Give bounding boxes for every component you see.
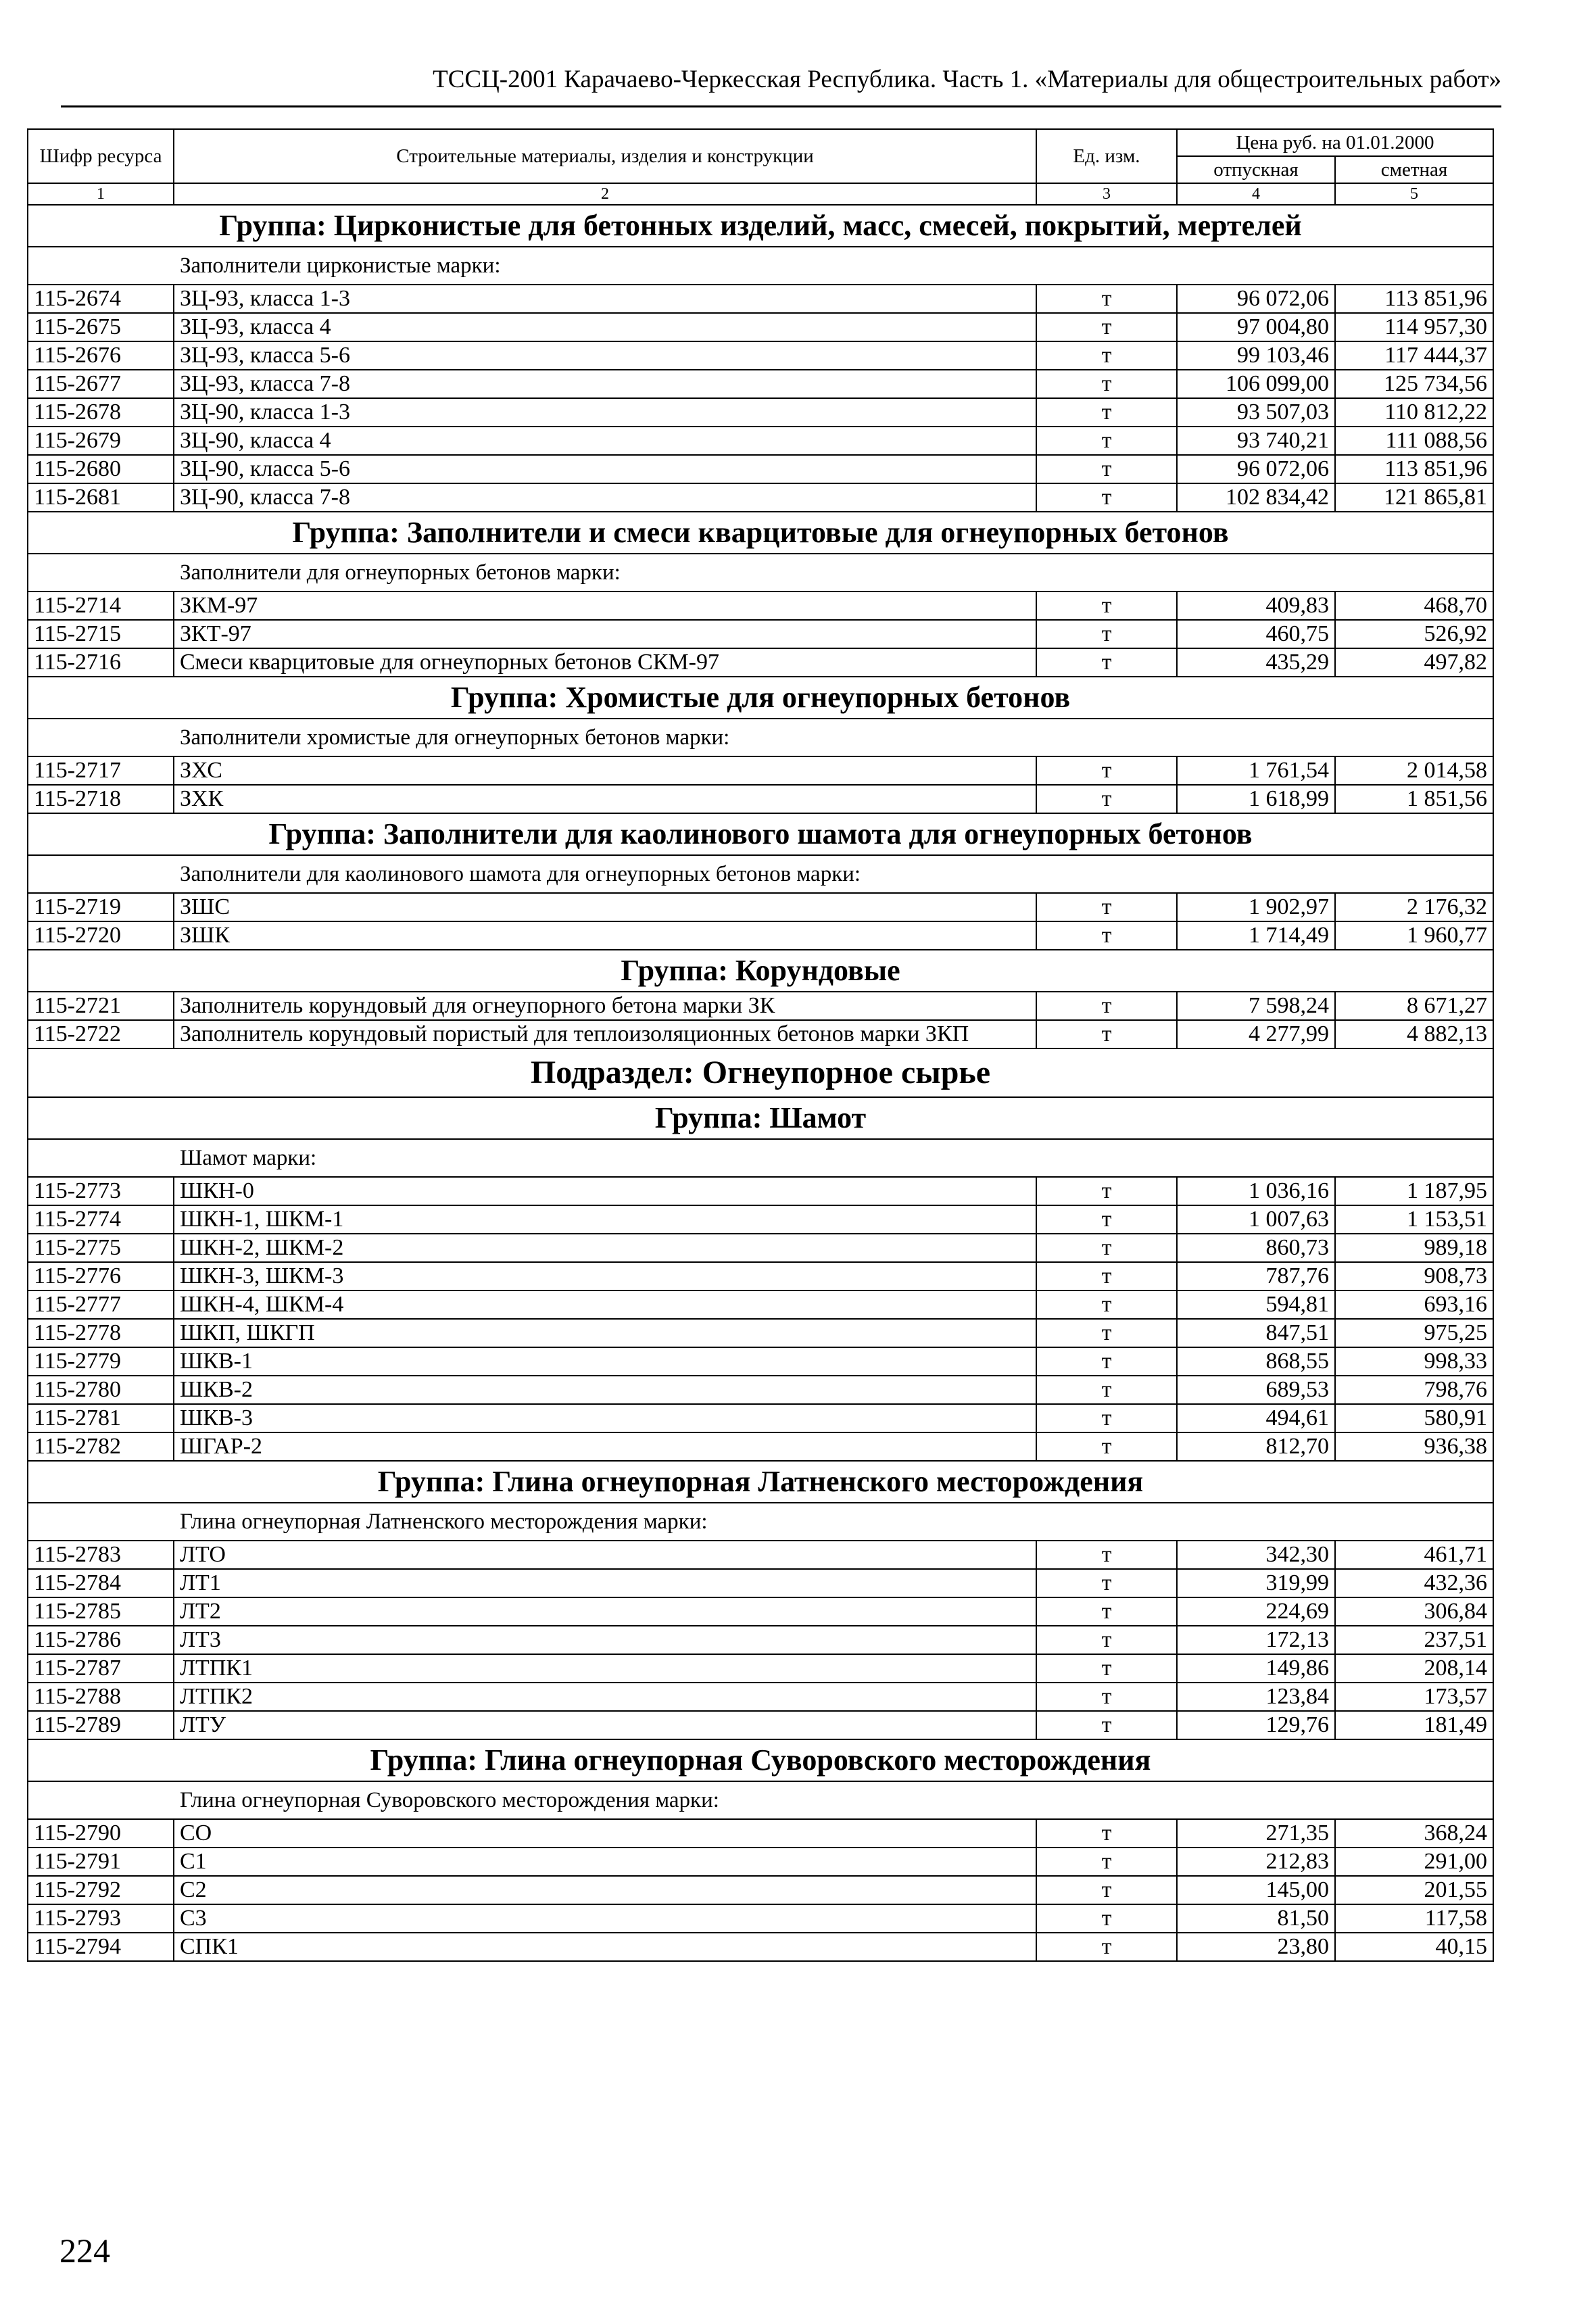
resource-code: 115-2717 <box>28 756 174 785</box>
resource-code: 115-2714 <box>28 592 174 620</box>
estimate-price: 1 153,51 <box>1335 1205 1493 1234</box>
price-table <box>27 128 1494 1962</box>
unit-of-measure: т <box>1036 1290 1177 1319</box>
unit-of-measure: т <box>1036 592 1177 620</box>
col-header-name: Строительные материалы, изделия и конструкции <box>174 129 1036 183</box>
unit-of-measure: т <box>1036 648 1177 677</box>
estimate-price: 181,49 <box>1335 1711 1493 1739</box>
unit-of-measure: т <box>1036 1876 1177 1904</box>
resource-code: 115-2676 <box>28 341 174 370</box>
category-row <box>28 1781 1493 1819</box>
table-row <box>28 1819 1493 1848</box>
table-row <box>28 1711 1493 1739</box>
table-body <box>28 205 1493 1961</box>
page-header: ТССЦ-2001 Карачаево-Черкесская Республика. Часть 1. «Материалы для общестроительных работ» <box>61 65 1501 107</box>
estimate-price: 693,16 <box>1335 1290 1493 1319</box>
material-name: ЗЦ-90, класса 4 <box>174 427 1036 455</box>
category-label: Заполнители для огнеупорных бетонов марки: <box>28 554 1493 592</box>
material-name: ЗХК <box>174 785 1036 813</box>
material-name: ЗЦ-90, класса 7-8 <box>174 483 1036 512</box>
group-row <box>28 512 1493 554</box>
release-price: 594,81 <box>1177 1290 1335 1319</box>
unit-of-measure: т <box>1036 1819 1177 1848</box>
table-row <box>28 1347 1493 1376</box>
table-row <box>28 427 1493 455</box>
release-price: 7 598,24 <box>1177 992 1335 1020</box>
material-name: С1 <box>174 1848 1036 1876</box>
table-row <box>28 1177 1493 1205</box>
category-row <box>28 554 1493 592</box>
estimate-price: 368,24 <box>1335 1819 1493 1848</box>
resource-code: 115-2789 <box>28 1711 174 1739</box>
resource-code: 115-2773 <box>28 1177 174 1205</box>
table-row <box>28 398 1493 427</box>
material-name: С3 <box>174 1904 1036 1933</box>
group-title: Группа: Глина огнеупорная Суворовского месторождения <box>28 1739 1493 1781</box>
material-name: ЗКТ-97 <box>174 620 1036 648</box>
resource-code: 115-2793 <box>28 1904 174 1933</box>
release-price: 123,84 <box>1177 1683 1335 1711</box>
category-row <box>28 855 1493 893</box>
col-number: 2 <box>174 183 1036 205</box>
col-number: 4 <box>1177 183 1335 205</box>
resource-code: 115-2792 <box>28 1876 174 1904</box>
release-price: 1 714,49 <box>1177 921 1335 950</box>
resource-code: 115-2675 <box>28 313 174 341</box>
unit-of-measure: т <box>1036 756 1177 785</box>
unit-of-measure: т <box>1036 1541 1177 1569</box>
release-price: 4 277,99 <box>1177 1020 1335 1048</box>
estimate-price: 125 734,56 <box>1335 370 1493 398</box>
unit-of-measure: т <box>1036 1569 1177 1597</box>
resource-code: 115-2787 <box>28 1654 174 1683</box>
release-price: 868,55 <box>1177 1347 1335 1376</box>
resource-code: 115-2774 <box>28 1205 174 1234</box>
material-name: ШКВ-2 <box>174 1376 1036 1404</box>
release-price: 812,70 <box>1177 1432 1335 1461</box>
estimate-price: 291,00 <box>1335 1848 1493 1876</box>
material-name: ЛТУ <box>174 1711 1036 1739</box>
table-row <box>28 1597 1493 1626</box>
group-row <box>28 1739 1493 1781</box>
material-name: Заполнитель корундовый пористый для теплоизоляционных бетонов марки ЗКП <box>174 1020 1036 1048</box>
estimate-price: 201,55 <box>1335 1876 1493 1904</box>
table-row <box>28 1234 1493 1262</box>
material-name: ЗЦ-93, класса 1-3 <box>174 285 1036 313</box>
estimate-price: 1 960,77 <box>1335 921 1493 950</box>
table-row <box>28 313 1493 341</box>
material-name: ЗКМ-97 <box>174 592 1036 620</box>
unit-of-measure: т <box>1036 455 1177 483</box>
release-price: 93 740,21 <box>1177 427 1335 455</box>
col-header-price: Цена руб. на 01.01.2000 <box>1177 129 1493 156</box>
col-number: 5 <box>1335 183 1493 205</box>
release-price: 102 834,42 <box>1177 483 1335 512</box>
group-row <box>28 205 1493 247</box>
release-price: 494,61 <box>1177 1404 1335 1432</box>
estimate-price: 113 851,96 <box>1335 285 1493 313</box>
release-price: 847,51 <box>1177 1319 1335 1347</box>
estimate-price: 113 851,96 <box>1335 455 1493 483</box>
release-price: 93 507,03 <box>1177 398 1335 427</box>
estimate-price: 40,15 <box>1335 1933 1493 1961</box>
resource-code: 115-2784 <box>28 1569 174 1597</box>
table-row <box>28 1626 1493 1654</box>
material-name: ЗЦ-90, класса 1-3 <box>174 398 1036 427</box>
resource-code: 115-2790 <box>28 1819 174 1848</box>
table-row <box>28 1432 1493 1461</box>
release-price: 1 902,97 <box>1177 893 1335 921</box>
table-row <box>28 1404 1493 1432</box>
unit-of-measure: т <box>1036 1654 1177 1683</box>
estimate-price: 998,33 <box>1335 1347 1493 1376</box>
table-row <box>28 648 1493 677</box>
estimate-price: 117,58 <box>1335 1904 1493 1933</box>
table-row <box>28 1205 1493 1234</box>
table-row <box>28 592 1493 620</box>
estimate-price: 173,57 <box>1335 1683 1493 1711</box>
unit-of-measure: т <box>1036 1711 1177 1739</box>
unit-of-measure: т <box>1036 341 1177 370</box>
table-row <box>28 1933 1493 1961</box>
resource-code: 115-2791 <box>28 1848 174 1876</box>
unit-of-measure: т <box>1036 1904 1177 1933</box>
material-name: ЗШК <box>174 921 1036 950</box>
material-name: ЗЦ-93, класса 5-6 <box>174 341 1036 370</box>
category-row <box>28 719 1493 756</box>
material-name: ЗХС <box>174 756 1036 785</box>
material-name: ЗШС <box>174 893 1036 921</box>
estimate-price: 497,82 <box>1335 648 1493 677</box>
material-name: СПК1 <box>174 1933 1036 1961</box>
unit-of-measure: т <box>1036 1020 1177 1048</box>
table-row <box>28 1876 1493 1904</box>
material-name: ЛТО <box>174 1541 1036 1569</box>
group-row <box>28 813 1493 855</box>
unit-of-measure: т <box>1036 1376 1177 1404</box>
resource-code: 115-2715 <box>28 620 174 648</box>
estimate-price: 208,14 <box>1335 1654 1493 1683</box>
unit-of-measure: т <box>1036 370 1177 398</box>
unit-of-measure: т <box>1036 1683 1177 1711</box>
unit-of-measure: т <box>1036 313 1177 341</box>
material-name: ШКН-3, ШКМ-3 <box>174 1262 1036 1290</box>
resource-code: 115-2718 <box>28 785 174 813</box>
material-name: ШКВ-1 <box>174 1347 1036 1376</box>
unit-of-measure: т <box>1036 398 1177 427</box>
unit-of-measure: т <box>1036 1177 1177 1205</box>
material-name: ШГАР-2 <box>174 1432 1036 1461</box>
estimate-price: 306,84 <box>1335 1597 1493 1626</box>
group-row <box>28 677 1493 719</box>
unit-of-measure: т <box>1036 1319 1177 1347</box>
release-price: 1 761,54 <box>1177 756 1335 785</box>
category-row <box>28 1139 1493 1177</box>
table-row <box>28 1848 1493 1876</box>
unit-of-measure: т <box>1036 483 1177 512</box>
estimate-price: 975,25 <box>1335 1319 1493 1347</box>
table-row <box>28 893 1493 921</box>
material-name: СО <box>174 1819 1036 1848</box>
table-row <box>28 620 1493 648</box>
group-title: Группа: Корундовые <box>28 950 1493 992</box>
page-number: 224 <box>59 2231 110 2269</box>
material-name: ЛТПК1 <box>174 1654 1036 1683</box>
estimate-price: 114 957,30 <box>1335 313 1493 341</box>
resource-code: 115-2788 <box>28 1683 174 1711</box>
table-row <box>28 341 1493 370</box>
estimate-price: 110 812,22 <box>1335 398 1493 427</box>
release-price: 860,73 <box>1177 1234 1335 1262</box>
resource-code: 115-2776 <box>28 1262 174 1290</box>
subsection-title: Подраздел: Огнеупорное сырье <box>28 1048 1493 1097</box>
group-title: Группа: Глина огнеупорная Латненского месторождения <box>28 1461 1493 1503</box>
resource-code: 115-2680 <box>28 455 174 483</box>
resource-code: 115-2722 <box>28 1020 174 1048</box>
release-price: 96 072,06 <box>1177 285 1335 313</box>
unit-of-measure: т <box>1036 921 1177 950</box>
group-row <box>28 1461 1493 1503</box>
resource-code: 115-2794 <box>28 1933 174 1961</box>
table-row <box>28 1569 1493 1597</box>
table-row <box>28 1020 1493 1048</box>
category-label: Шамот марки: <box>28 1139 1493 1177</box>
material-name: ЛТПК2 <box>174 1683 1036 1711</box>
resource-code: 115-2678 <box>28 398 174 427</box>
col-number: 3 <box>1036 183 1177 205</box>
release-price: 1 036,16 <box>1177 1177 1335 1205</box>
release-price: 1 007,63 <box>1177 1205 1335 1234</box>
category-row <box>28 247 1493 285</box>
resource-code: 115-2719 <box>28 893 174 921</box>
table-row <box>28 1319 1493 1347</box>
unit-of-measure: т <box>1036 1626 1177 1654</box>
table-row <box>28 921 1493 950</box>
resource-code: 115-2677 <box>28 370 174 398</box>
material-name: ЗЦ-93, класса 4 <box>174 313 1036 341</box>
release-price: 172,13 <box>1177 1626 1335 1654</box>
resource-code: 115-2780 <box>28 1376 174 1404</box>
estimate-price: 2 014,58 <box>1335 756 1493 785</box>
col-header-release-price: отпускная <box>1177 156 1335 183</box>
unit-of-measure: т <box>1036 1262 1177 1290</box>
resource-code: 115-2781 <box>28 1404 174 1432</box>
release-price: 99 103,46 <box>1177 341 1335 370</box>
release-price: 97 004,80 <box>1177 313 1335 341</box>
table-row <box>28 1654 1493 1683</box>
estimate-price: 798,76 <box>1335 1376 1493 1404</box>
group-title: Группа: Цирконистые для бетонных изделий, масс, смесей, покрытий, мертелей <box>28 205 1493 247</box>
resource-code: 115-2674 <box>28 285 174 313</box>
release-price: 460,75 <box>1177 620 1335 648</box>
material-name: Заполнитель корундовый для огнеупорного бетона марки ЗК <box>174 992 1036 1020</box>
table-row <box>28 756 1493 785</box>
material-name: ЛТ3 <box>174 1626 1036 1654</box>
category-label: Заполнители для каолинового шамота для огнеупорных бетонов марки: <box>28 855 1493 893</box>
resource-code: 115-2778 <box>28 1319 174 1347</box>
release-price: 271,35 <box>1177 1819 1335 1848</box>
unit-of-measure: т <box>1036 893 1177 921</box>
estimate-price: 908,73 <box>1335 1262 1493 1290</box>
unit-of-measure: т <box>1036 427 1177 455</box>
estimate-price: 526,92 <box>1335 620 1493 648</box>
estimate-price: 468,70 <box>1335 592 1493 620</box>
category-label: Заполнители цирконистые марки: <box>28 247 1493 285</box>
group-title: Группа: Заполнители для каолинового шамота для огнеупорных бетонов <box>28 813 1493 855</box>
table-row <box>28 1262 1493 1290</box>
release-price: 81,50 <box>1177 1904 1335 1933</box>
release-price: 409,83 <box>1177 592 1335 620</box>
material-name: ШКН-0 <box>174 1177 1036 1205</box>
table-row <box>28 483 1493 512</box>
unit-of-measure: т <box>1036 1848 1177 1876</box>
material-name: ЛТ2 <box>174 1597 1036 1626</box>
estimate-price: 111 088,56 <box>1335 427 1493 455</box>
resource-code: 115-2783 <box>28 1541 174 1569</box>
estimate-price: 4 882,13 <box>1335 1020 1493 1048</box>
resource-code: 115-2679 <box>28 427 174 455</box>
release-price: 689,53 <box>1177 1376 1335 1404</box>
table-row <box>28 1376 1493 1404</box>
estimate-price: 117 444,37 <box>1335 341 1493 370</box>
table-row <box>28 455 1493 483</box>
release-price: 149,86 <box>1177 1654 1335 1683</box>
estimate-price: 989,18 <box>1335 1234 1493 1262</box>
resource-code: 115-2721 <box>28 992 174 1020</box>
unit-of-measure: т <box>1036 785 1177 813</box>
table-row <box>28 785 1493 813</box>
material-name: ЗЦ-90, класса 5-6 <box>174 455 1036 483</box>
unit-of-measure: т <box>1036 1347 1177 1376</box>
resource-code: 115-2779 <box>28 1347 174 1376</box>
material-name: ШКП, ШКГП <box>174 1319 1036 1347</box>
release-price: 129,76 <box>1177 1711 1335 1739</box>
table-row <box>28 1541 1493 1569</box>
group-title: Группа: Шамот <box>28 1097 1493 1139</box>
resource-code: 115-2782 <box>28 1432 174 1461</box>
table-row <box>28 1904 1493 1933</box>
unit-of-measure: т <box>1036 1404 1177 1432</box>
col-header-estimate-price: сметная <box>1335 156 1493 183</box>
release-price: 435,29 <box>1177 648 1335 677</box>
release-price: 106 099,00 <box>1177 370 1335 398</box>
table-row <box>28 1683 1493 1711</box>
estimate-price: 121 865,81 <box>1335 483 1493 512</box>
resource-code: 115-2775 <box>28 1234 174 1262</box>
unit-of-measure: т <box>1036 992 1177 1020</box>
unit-of-measure: т <box>1036 1933 1177 1961</box>
unit-of-measure: т <box>1036 285 1177 313</box>
unit-of-measure: т <box>1036 1205 1177 1234</box>
category-label: Заполнители хромистые для огнеупорных бетонов марки: <box>28 719 1493 756</box>
estimate-price: 1 187,95 <box>1335 1177 1493 1205</box>
estimate-price: 432,36 <box>1335 1569 1493 1597</box>
col-header-code: Шифр ресурса <box>28 129 174 183</box>
group-row <box>28 1097 1493 1139</box>
material-name: ЗЦ-93, класса 7-8 <box>174 370 1036 398</box>
estimate-price: 237,51 <box>1335 1626 1493 1654</box>
estimate-price: 580,91 <box>1335 1404 1493 1432</box>
release-price: 319,99 <box>1177 1569 1335 1597</box>
group-title: Группа: Хромистые для огнеупорных бетонов <box>28 677 1493 719</box>
release-price: 224,69 <box>1177 1597 1335 1626</box>
col-number: 1 <box>28 183 174 205</box>
material-name: ШКН-4, ШКМ-4 <box>174 1290 1036 1319</box>
resource-code: 115-2716 <box>28 648 174 677</box>
release-price: 212,83 <box>1177 1848 1335 1876</box>
estimate-price: 2 176,32 <box>1335 893 1493 921</box>
resource-code: 115-2681 <box>28 483 174 512</box>
category-label: Глина огнеупорная Латненского месторождения марки: <box>28 1503 1493 1541</box>
group-title: Группа: Заполнители и смеси кварцитовые для огнеупорных бетонов <box>28 512 1493 554</box>
unit-of-measure: т <box>1036 1234 1177 1262</box>
release-price: 787,76 <box>1177 1262 1335 1290</box>
resource-code: 115-2720 <box>28 921 174 950</box>
resource-code: 115-2786 <box>28 1626 174 1654</box>
table-row <box>28 370 1493 398</box>
release-price: 342,30 <box>1177 1541 1335 1569</box>
subsection-row <box>28 1048 1493 1097</box>
release-price: 1 618,99 <box>1177 785 1335 813</box>
category-row <box>28 1503 1493 1541</box>
table-row <box>28 992 1493 1020</box>
material-name: Смеси кварцитовые для огнеупорных бетонов СКМ-97 <box>174 648 1036 677</box>
release-price: 96 072,06 <box>1177 455 1335 483</box>
group-row <box>28 950 1493 992</box>
resource-code: 115-2777 <box>28 1290 174 1319</box>
release-price: 23,80 <box>1177 1933 1335 1961</box>
material-name: ШКН-2, ШКМ-2 <box>174 1234 1036 1262</box>
category-label: Глина огнеупорная Суворовского месторождения марки: <box>28 1781 1493 1819</box>
unit-of-measure: т <box>1036 1597 1177 1626</box>
release-price: 145,00 <box>1177 1876 1335 1904</box>
material-name: С2 <box>174 1876 1036 1904</box>
table-row <box>28 285 1493 313</box>
unit-of-measure: т <box>1036 1432 1177 1461</box>
unit-of-measure: т <box>1036 620 1177 648</box>
col-header-unit: Ед. изм. <box>1036 129 1177 183</box>
material-name: ШКВ-3 <box>174 1404 1036 1432</box>
estimate-price: 461,71 <box>1335 1541 1493 1569</box>
material-name: ШКН-1, ШКМ-1 <box>174 1205 1036 1234</box>
estimate-price: 8 671,27 <box>1335 992 1493 1020</box>
table-row <box>28 1290 1493 1319</box>
resource-code: 115-2785 <box>28 1597 174 1626</box>
estimate-price: 1 851,56 <box>1335 785 1493 813</box>
estimate-price: 936,38 <box>1335 1432 1493 1461</box>
material-name: ЛТ1 <box>174 1569 1036 1597</box>
